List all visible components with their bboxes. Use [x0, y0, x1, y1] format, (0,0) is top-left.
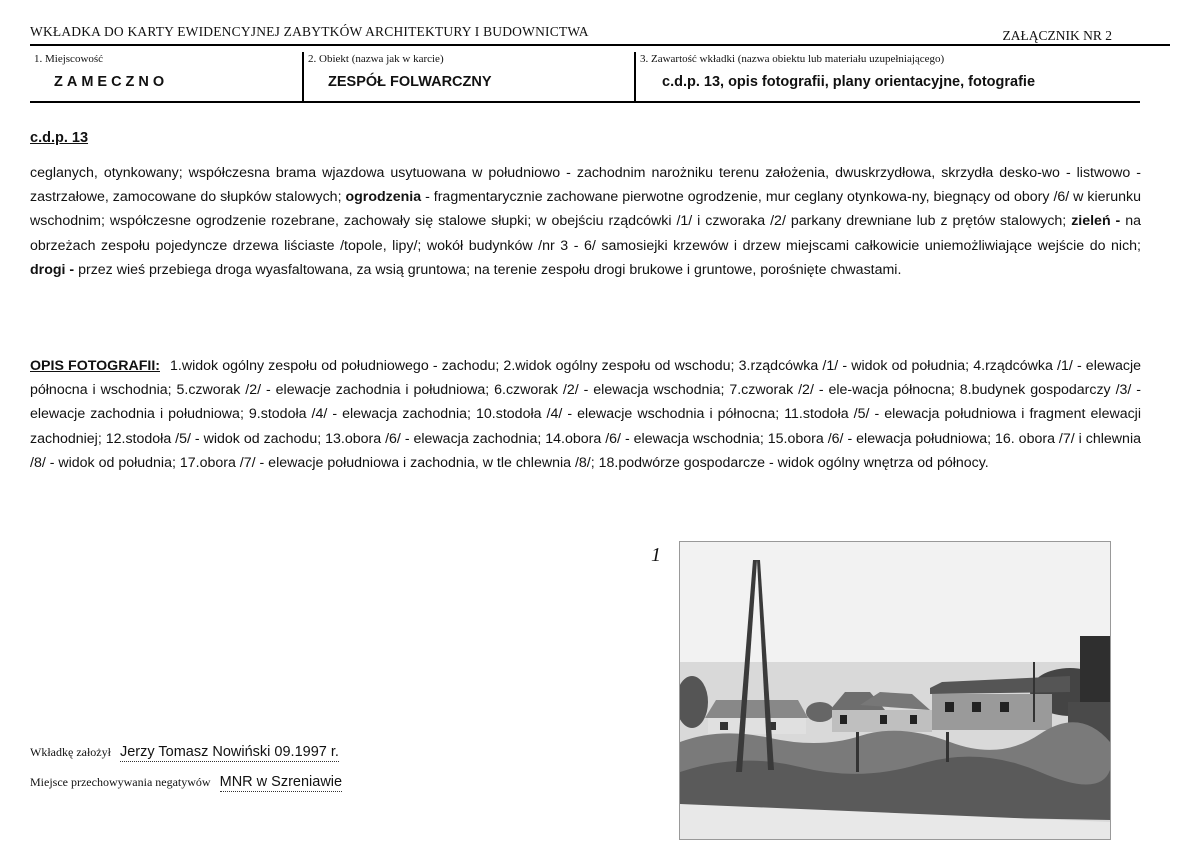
cdp-term-fences: ogrodzenia: [345, 189, 422, 206]
field-value: c.d.p. 13, opis fotografii, plany orientacyjne, fotografie: [662, 74, 1036, 90]
founder-row: [30, 744, 339, 760]
fields-bottom-rule: [30, 101, 1140, 103]
photo-number: 1: [651, 544, 661, 566]
cdp-text: - fragmentarycznie zachowane pierwotne ogrodzenie, mur ceglany otynkowa-ny, biegnący od obory /6/ w kierunku wschodnim; współczesne ogrodzenie rozebrane, zachowały się stalowe słupki; w obejściu rządcówki /1/ i czworaka /2/ parkany drewniane lub z prętów stalowych;: [30, 189, 1141, 230]
field-label: 1. Miejscowość: [34, 53, 104, 65]
cdp-paragraph: [30, 161, 1141, 282]
field-label: 2. Obiekt (nazwa jak w karcie): [308, 53, 444, 65]
storage-label: Miejsce przechowywania negatywów: [30, 775, 211, 789]
field-divider: [634, 52, 636, 101]
cdp-text: przez wieś przebiega droga wyasfaltowana, za wsią gruntowa; na terenie zespołu drogi brukowe i gruntowe, porośnięte chwastami.: [74, 261, 902, 278]
storage-row: [30, 774, 342, 790]
field-label: 3. Zawartość wkładki (nazwa obiektu lub materiału uzupełniającego): [640, 53, 945, 65]
header-rule: [30, 44, 1170, 46]
field-locality: [30, 52, 302, 101]
photo-farmstead: [679, 541, 1111, 840]
storage-value: MNR w Szreniawie: [219, 774, 343, 790]
cdp-term-greenery: zieleń -: [1071, 213, 1121, 230]
field-divider: [302, 52, 304, 101]
photo-image: [680, 542, 1110, 839]
form-title: WKŁADKA DO KARTY EWIDENCYJNEJ ZABYTKÓW ARCHITEKTURY I BUDOWNICTWA: [30, 24, 589, 39]
document-header: [30, 24, 1140, 44]
annex-number: ZAŁĄCZNIK NR 2: [1002, 28, 1112, 43]
field-object: [304, 52, 634, 101]
cdp-text: ceglanych, otynkowany; współczesna brama wjazdowa usytuowana w południowo - zachodnim narożniku terenu założenia, dwuskrzydłowa, skrzydła desko-wo - listwowo - zastrzałowe, zamocowane do słupków stalowych;: [30, 165, 1141, 206]
field-value: ZESPÓŁ FOLWARCZNY: [328, 74, 492, 90]
cdp-heading: c.d.p. 13: [30, 130, 89, 146]
founder-value: Jerzy Tomasz Nowiński 09.1997 r.: [119, 744, 339, 760]
founder-label: Wkładkę założył: [30, 745, 111, 759]
cdp-text: na obrzeżach zespołu pojedyncze drzewa liściaste /topole, lipy/; wokół budynków /nr 3 - 6/ samosiejki krzewów i drzew miejscami całkowicie uniemożliwiające wejście do nich;: [30, 213, 1141, 254]
field-contents: [636, 52, 1140, 101]
photo-description-paragraph: [30, 354, 1141, 475]
cdp-term-roads: drogi -: [30, 261, 75, 278]
header-fields: [30, 52, 1140, 101]
photo-description-text: 1.widok ogólny zespołu od południowego - zachodu; 2.widok ogólny zespołu od wschodu; 3.rządcówka /1/ - widok od południa; 4.rządcówka /1/ - elewacje północna i wschodnia; 5.czworak /2/ - elewacje zachodnia i południowa; 6.czworak /2/ - elewacja wschodnia; 7.czworak /2/ - ele-wacja północna; 8.budynek gospodarczy /3/ - elewacje zachodnia i południowa; 9.stodoła /4/ - elewacja zachodnia; 10.stodoła /4/ - elewacje wschodnia i północna; 11.stodoła /5/ - elewacja południowa i fragment elewacji zachodniej; 12.stodoła /5/ - widok od zachodu; 13.obora /6/ - elewacja zachodnia; 14.obora /6/ - elewacja wschodnia; 15.obora /6/ - elewacja południowa; 16. obora /7/ i chlewnia /8/ - widok od południa; 17.obora /7/ - elewacje południowa i zachodnia, w tle chlewnia /8/; 18.podwórze gospodarcze - widok ogólny wnętrza od północy.: [30, 358, 1142, 471]
photo-description-heading: OPIS FOTOGRAFII:: [30, 358, 160, 374]
field-value: ZAMECZNO: [54, 74, 169, 90]
